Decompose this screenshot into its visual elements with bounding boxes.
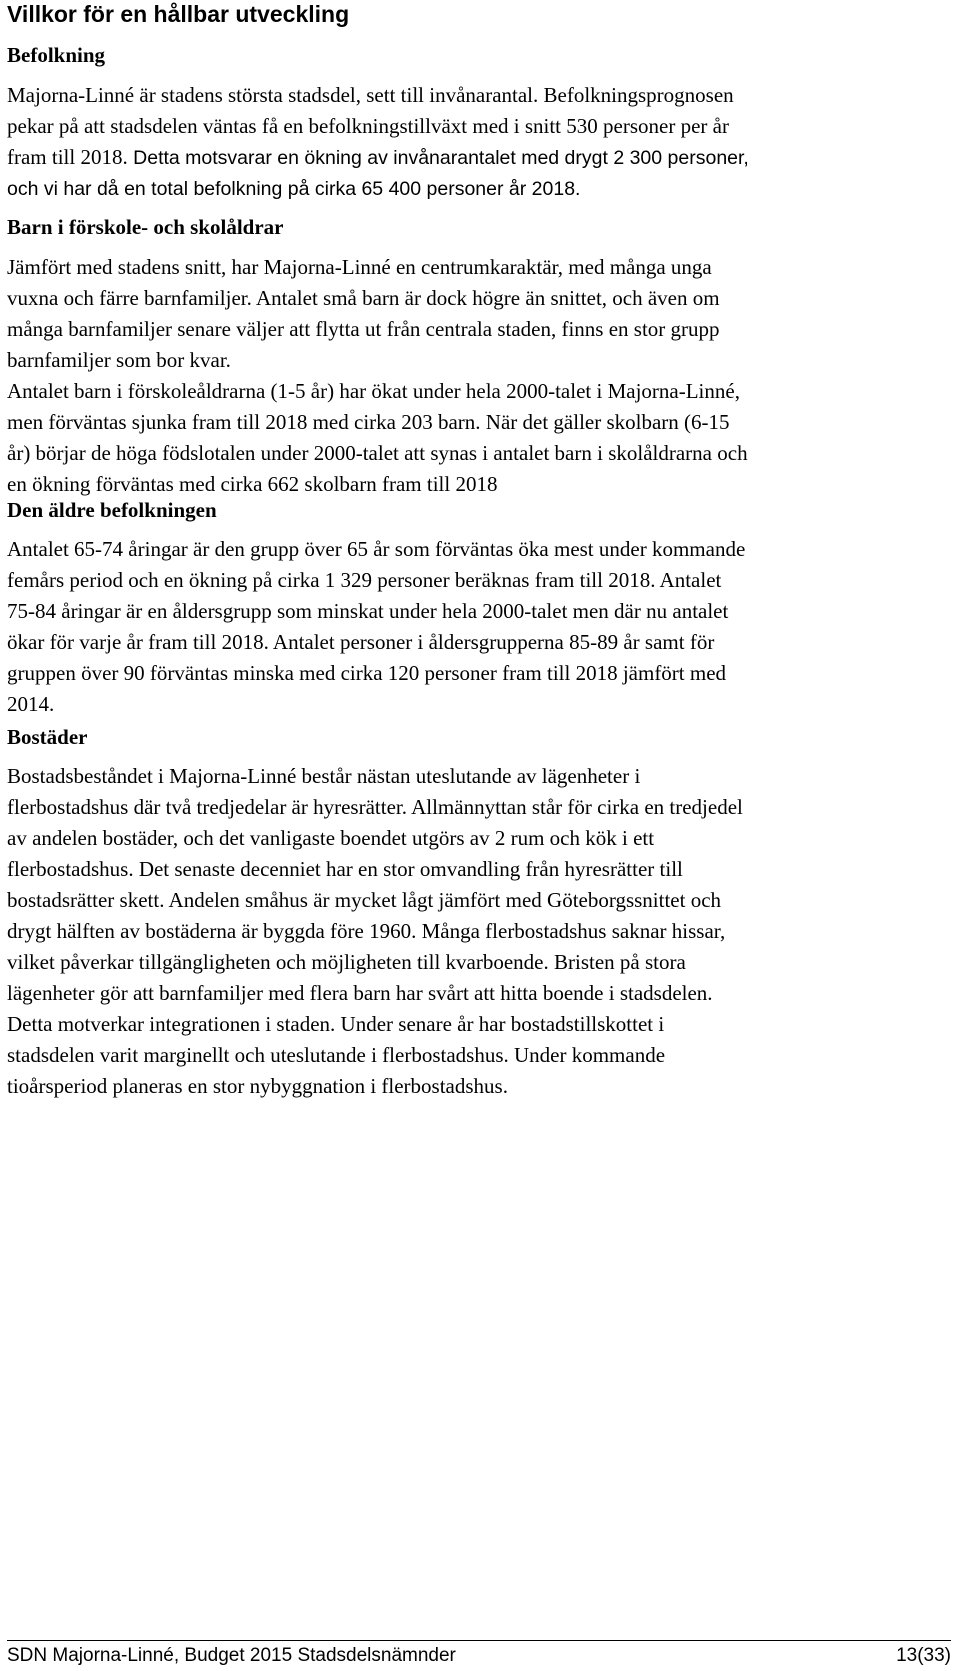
text-line: Antalet 65-74 åringar är den grupp över 65 år som förväntas öka mest under kommande [7,537,746,561]
text-line: flerbostadshus där två tredjedelar är hyresrätter. Allmännyttan står för cirka en tredjedel [7,795,743,819]
text-line: år) börjar de höga födslotalen under 2000-talet att synas i antalet barn i skolåldrarna och [7,441,748,465]
paragraph-bostader [7,761,943,1102]
text-line: gruppen över 90 förväntas minska med cirka 120 personer fram till 2018 jämfört med [7,661,727,685]
text-line: tioårsperiod planeras en stor nybyggnation i flerbostadshus. [7,1074,508,1098]
text-line: men förväntas sjunka fram till 2018 med cirka 203 barn. När det gäller skolbarn (6-15 [7,410,730,434]
text-line: många barnfamiljer senare väljer att flytta ut från centrala staden, finns en stor grupp [7,317,720,341]
text-segment: Detta motsvarar en ökning av invånarantalet med drygt 2 300 personer, [127,147,749,169]
paragraph-aldre [7,534,943,720]
paragraph-befolkning [7,80,943,205]
text-line: Bostadsbeståndet i Majorna-Linné består nästan uteslutande av lägenheter i [7,764,641,788]
heading-bostader: Bostäder [7,725,88,749]
text-line [7,142,943,174]
text-line: 75-84 åringar är en åldersgrupp som minskat under hela 2000-talet men där nu antalet [7,599,729,623]
text-line: drygt hälften av bostäderna är byggda före 1960. Många flerbostadshus saknar hissar, [7,919,726,943]
text-line: Majorna-Linné är stadens största stadsdel, sett till invånarantal. Befolkningsprognosen [7,83,734,107]
footer-page-number: 13(33) [896,1645,951,1666]
text-line: flerbostadshus. Det senaste decenniet har en stor omvandling från hyresrätter till [7,857,683,881]
page-title: Villkor för en hållbar utveckling [7,1,350,27]
text-line: Jämfört med stadens snitt, har Majorna-Linné en centrumkaraktär, med många unga [7,255,712,279]
text-line: bostadsrätter skett. Andelen småhus är mycket lågt jämfört med Göteborgssnittet och [7,888,722,912]
text-segment: fram till 2018. [7,145,128,169]
paragraph-barn [7,252,943,500]
text-line: av andelen bostäder, och det vanligaste boendet utgörs av 2 rum och kök i ett [7,826,655,850]
footer-document-name: SDN Majorna-Linné, Budget 2015 Stadsdelsnämnder [7,1645,456,1666]
heading-befolkning: Befolkning [7,43,106,67]
text-line: stadsdelen varit marginellt och uteslutande i flerbostadshus. Under kommande [7,1043,666,1067]
text-line: en ökning förväntas med cirka 662 skolbarn fram till 2018 [7,472,498,496]
text-line: lägenheter gör att barnfamiljer med flera barn har svårt att hitta boende i stadsdelen. [7,981,713,1005]
text-line: vuxna och färre barnfamiljer. Antalet små barn är dock högre än snittet, och även om [7,286,720,310]
text-line: pekar på att stadsdelen väntas få en befolkningstillväxt med i snitt 530 personer per år [7,114,729,138]
text-line: Antalet barn i förskoleåldrarna (1-5 år) har ökat under hela 2000-talet i Majorna-Linné, [7,379,740,403]
text-line: femårs period och en ökning på cirka 1 329 personer beräknas fram till 2018. Antalet [7,568,722,592]
text-line: Detta motverkar integrationen i staden. Under senare år har bostadstillskottet i [7,1012,665,1036]
heading-barn: Barn i förskole- och skolåldrar [7,215,284,239]
heading-aldre: Den äldre befolkningen [7,498,217,522]
text-line: och vi har då en total befolkning på cirka 65 400 personer år 2018. [7,178,581,200]
text-line: 2014. [7,692,55,716]
text-line: barnfamiljer som bor kvar. [7,348,231,372]
footer-divider [7,1640,951,1641]
text-line: vilket påverkar tillgängligheten och möjligheten till kvarboende. Bristen på stora [7,950,686,974]
text-line: ökar för varje år fram till 2018. Antalet personer i åldersgrupperna 85-89 år samt för [7,630,715,654]
